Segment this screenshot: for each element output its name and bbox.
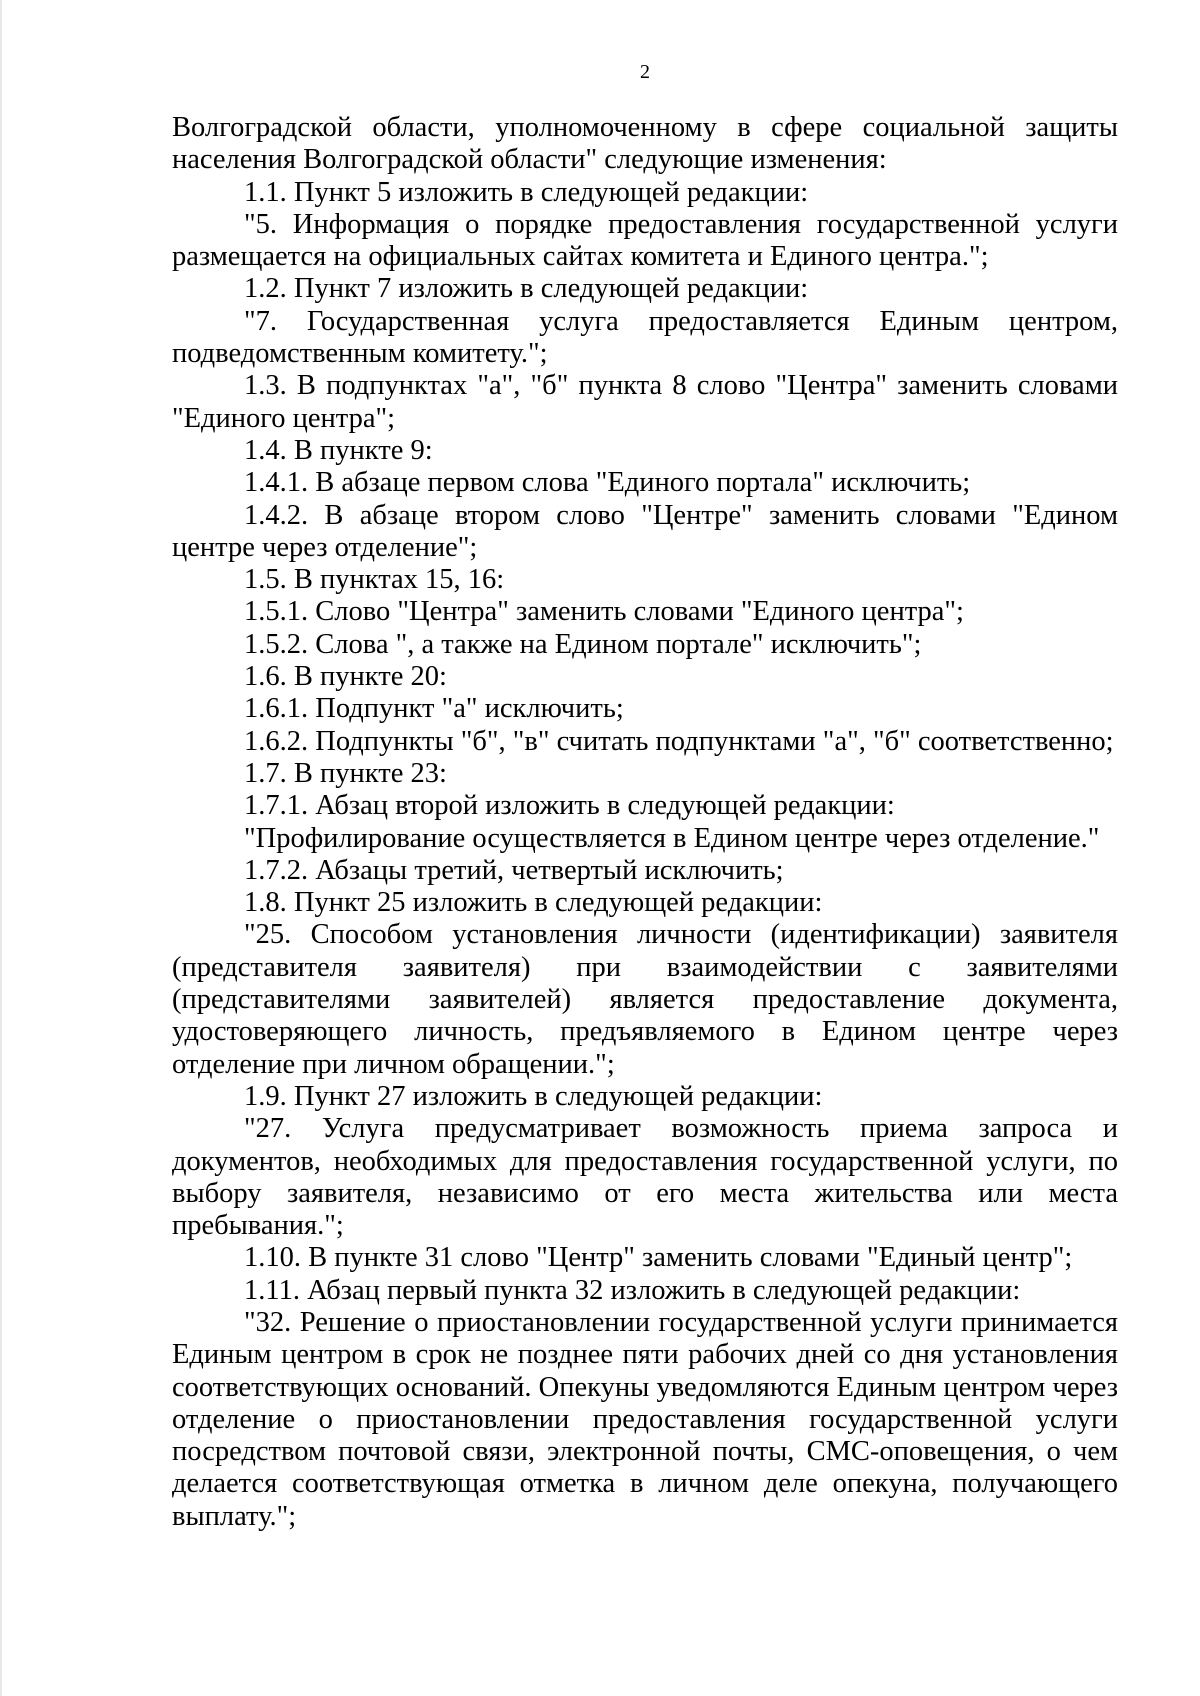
paragraph-1-7: 1.7. В пункте 23: [244,757,447,789]
paragraph-1-2: 1.2. Пункт 7 изложить в следующей редакции: [244,273,809,305]
paragraph-1-4-1: 1.4.1. В абзаце первом слова "Единого портала" исключить; [244,467,971,499]
paragraph-quote-27: "27. Услуга предусматривает возможность приема запроса и документов, необходимых для предоставления государственной услуги, по выбору заявителя, независимо от его места жительства или места пребывания."; [172,1113,1118,1242]
paragraph-quote-7: "7. Государственная услуга предоставляется Единым центром, подведомственным комитету."; [172,305,1118,370]
paragraph-1-7-1: 1.7.1. Абзац второй изложить в следующей редакции: [244,790,895,822]
paragraph-1-8: 1.8. Пункт 25 изложить в следующей редакции: [244,887,823,919]
paragraph-continuation: Волгоградской области, уполномоченному в сфере социальной защиты населения Волгоградской области" следующие изменения: [172,112,1118,176]
paragraph-1-7-2: 1.7.2. Абзацы третий, четвертый исключить; [244,854,784,886]
page-number: 2 [640,61,650,83]
paragraph-1-6: 1.6. В пункте 20: [244,661,447,693]
paragraph-1-6-2: 1.6.2. Подпункты "б", "в" считать подпунктами "а", "б" соответственно; [244,725,1114,757]
paragraph-quote-profiling: "Профилирование осуществляется в Едином центре через отделение." [244,822,1100,854]
paragraph-1-4: 1.4. В пункте 9: [244,434,433,466]
paragraph-1-5: 1.5. В пунктах 15, 16: [244,564,505,596]
paragraph-quote-5: "5. Информация о порядке предоставления государственной услуги размещается на официальных сайтах комитета и Единого центра."; [172,208,1118,273]
paragraph-1-5-2: 1.5.2. Слова ", а также на Едином портале" исключить"; [244,628,922,660]
paragraph-1-4-2: 1.4.2. В абзаце втором слово "Центре" заменить словами "Едином центре через отделение"; [172,499,1118,563]
paragraph-1-1: 1.1. Пункт 5 изложить в следующей редакции: [244,176,809,208]
paragraph-1-6-1: 1.6.1. Подпункт "а" исключить; [244,693,624,725]
paragraph-1-10: 1.10. В пункте 31 слово "Центр" заменить словами "Единый центр"; [244,1242,1073,1274]
paragraph-quote-32: "32. Решение о приостановлении государственной услуги принимается Единым центром в срок не позднее пяти рабочих дней со дня установления соответствующих оснований. Опекуны уведомляются Единым центром через отделение о приостановлении предоставления государственной услуги посредством почтовой связи, электронной почты, СМС-оповещения, о чем делается соответствующая отметка в личном деле опекуна, получающего выплату."; [172,1306,1118,1532]
document-body [172,112,1118,1533]
paragraph-quote-25: "25. Способом установления личности (идентификации) заявителя (представителя заявителя) при взаимодействии с заявителями (представителями заявителей) является предоставление документа, удостоверяющего личность, предъявляемого в Едином центре через отделение при личном обращении."; [172,919,1118,1080]
paragraph-1-9: 1.9. Пункт 27 изложить в следующей редакции: [244,1080,823,1112]
scan-edge [0,0,2,1696]
paragraph-1-11: 1.11. Абзац первый пункта 32 изложить в следующей редакции: [244,1274,1021,1306]
paragraph-1-3: 1.3. В подпунктах "а", "б" пункта 8 слово "Центра" заменить словами "Единого центра"; [172,370,1118,434]
paragraph-1-5-1: 1.5.1. Слово "Центра" заменить словами "Единого центра"; [244,596,964,628]
